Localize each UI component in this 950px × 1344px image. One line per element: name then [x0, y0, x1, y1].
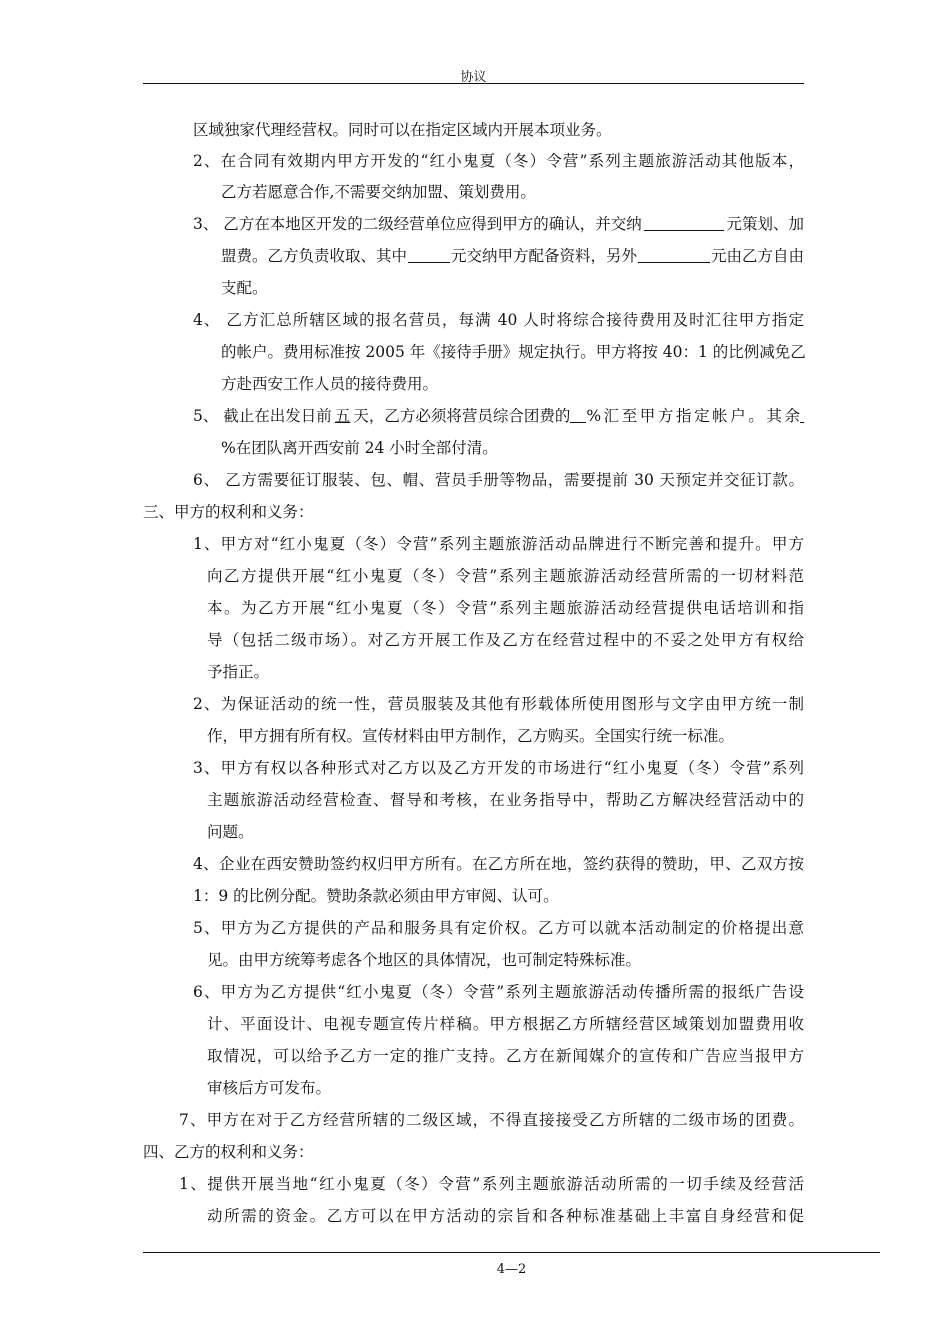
blank-field [644, 214, 725, 231]
text-line: 1：9 的比例分配。赞助条款必须由甲方审阅、认可。 [193, 887, 559, 905]
text-line: 1、提供开展当地“红小鬼夏（冬）令营”系列主题旅游活动所需的一切手续及经营活 [179, 1175, 804, 1193]
blank-field [408, 246, 450, 263]
text-line: 问题。 [207, 823, 254, 841]
blank-field [638, 246, 710, 263]
blank-field [800, 406, 804, 423]
text-line: 计、平面设计、电视专题宣传片样稿。甲方根据乙方所辖经营区域策划加盟费用收 [207, 1015, 804, 1033]
header-rule [143, 83, 804, 84]
text-line: 1、甲方对“红小鬼夏（冬）令营”系列主题旅游活动品牌进行不断完善和提升。甲方 [193, 535, 804, 553]
text-segment: %汇至甲方指定帐户。其余 [586, 407, 800, 425]
text-line: 的帐户。费用标准按 2005 年《接待手册》规定执行。甲方将按 40：1 的比例减免乙 [221, 343, 806, 361]
text-segment: 5、 截止在出发日前 [193, 407, 332, 425]
section-heading: 三、甲方的权利和义务： [143, 503, 314, 521]
text-line: 4、 乙方汇总所辖区域的报名营员，每满 40 人时将综合接待费用及时汇往甲方指定 [193, 311, 804, 329]
text-line: 2、为保证活动的统一性，营员服装及其他有形载体所使用图形与文字由甲方统一制 [193, 695, 804, 713]
text-segment: 盟费。乙方负责收取、其中 [221, 247, 408, 265]
filled-blank: 五 [334, 407, 351, 425]
text-line [193, 406, 804, 426]
text-line: %在团队离开西安前 24 小时全部付清。 [221, 439, 498, 457]
text-line: 7、甲方在对于乙方经营所辖的二级区域，不得直接接受乙方所辖的二级市场的团费。 [179, 1111, 804, 1129]
text-line: 5、甲方为乙方提供的产品和服务具有定价权。乙方可以就本活动制定的价格提出意 [193, 919, 804, 937]
text-line: 动所需的资金。乙方可以在甲方活动的宗旨和各种标准基础上丰富自身经营和促 [207, 1207, 804, 1225]
text-line: 审核后方可发布。 [207, 1079, 332, 1097]
text-line: 区域独家代理经营权。同时可以在指定区域内开展本项业务。 [193, 121, 612, 139]
text-segment: 元交纳甲方配备资料，另外 [451, 247, 638, 265]
text-line: 6、 乙方需要征订服装、包、帽、营员手册等物品，需要提前 30 天预定并交征订款。 [193, 471, 804, 489]
page-number: 4—2 [496, 1262, 527, 1277]
text-line: 取情况，可以给予乙方一定的推广支持。乙方在新闻媒介的宣传和广告应当报甲方 [207, 1047, 804, 1065]
text-line: 本。为乙方开展“红小鬼夏（冬）令营”系列主题旅游活动经营提供电话培训和指 [207, 599, 804, 617]
text-line: 4、企业在西安赞助签约权归甲方所有。在乙方所在地，签约获得的赞助，甲、乙双方按 [193, 855, 804, 873]
text-line: 6、甲方为乙方提供“红小鬼夏（冬）令营”系列主题旅游活动传播所需的报纸广告设 [193, 983, 804, 1001]
footer-rule [143, 1252, 880, 1253]
text-line [193, 214, 804, 234]
text-line: 乙方若愿意合作,不需要交纳加盟、策划费用。 [221, 183, 536, 201]
page-header-title: 协议 [460, 70, 487, 85]
text-segment: 元由乙方自由 [710, 247, 804, 265]
text-segment: 3、 乙方在本地区开发的二级经营单位应得到甲方的确认，并交纳 [193, 215, 642, 233]
text-line: 2、在合同有效期内甲方开发的“红小鬼夏（冬）令营”系列主题旅游活动其他版本， [193, 152, 804, 170]
text-line: 作，甲方拥有所有权。宣传材料由甲方制作，乙方购买。全国实行统一标准。 [207, 727, 735, 745]
text-line: 主题旅游活动经营检查、督导和考核，在业务指导中，帮助乙方解决经营活动中的 [207, 791, 804, 809]
text-line [221, 246, 804, 266]
text-line: 予指正。 [207, 663, 270, 681]
text-line: 3、甲方有权以各种形式对乙方以及乙方开发的市场进行“红小鬼夏（冬）令营”系列 [193, 759, 804, 777]
text-line: 方赴西安工作人员的接待费用。 [221, 375, 439, 393]
text-segment: 元策划、加 [726, 215, 804, 233]
text-line: 支配。 [221, 279, 268, 297]
text-segment: 天，乙方必须将营员综合团费的 [353, 407, 571, 425]
text-line: 见。由甲方统筹考虑各个地区的具体情况，也可制定特殊标准。 [207, 951, 642, 969]
blank-field [570, 406, 586, 423]
section-heading: 四、乙方的权利和义务： [143, 1143, 314, 1161]
text-line: 向乙方提供开展“红小鬼夏（冬）令营”系列主题旅游活动经营所需的一切材料范 [207, 567, 804, 585]
text-line: 导（包括二级市场）。对乙方开展工作及乙方在经营过程中的不妥之处甲方有权给 [207, 631, 804, 649]
